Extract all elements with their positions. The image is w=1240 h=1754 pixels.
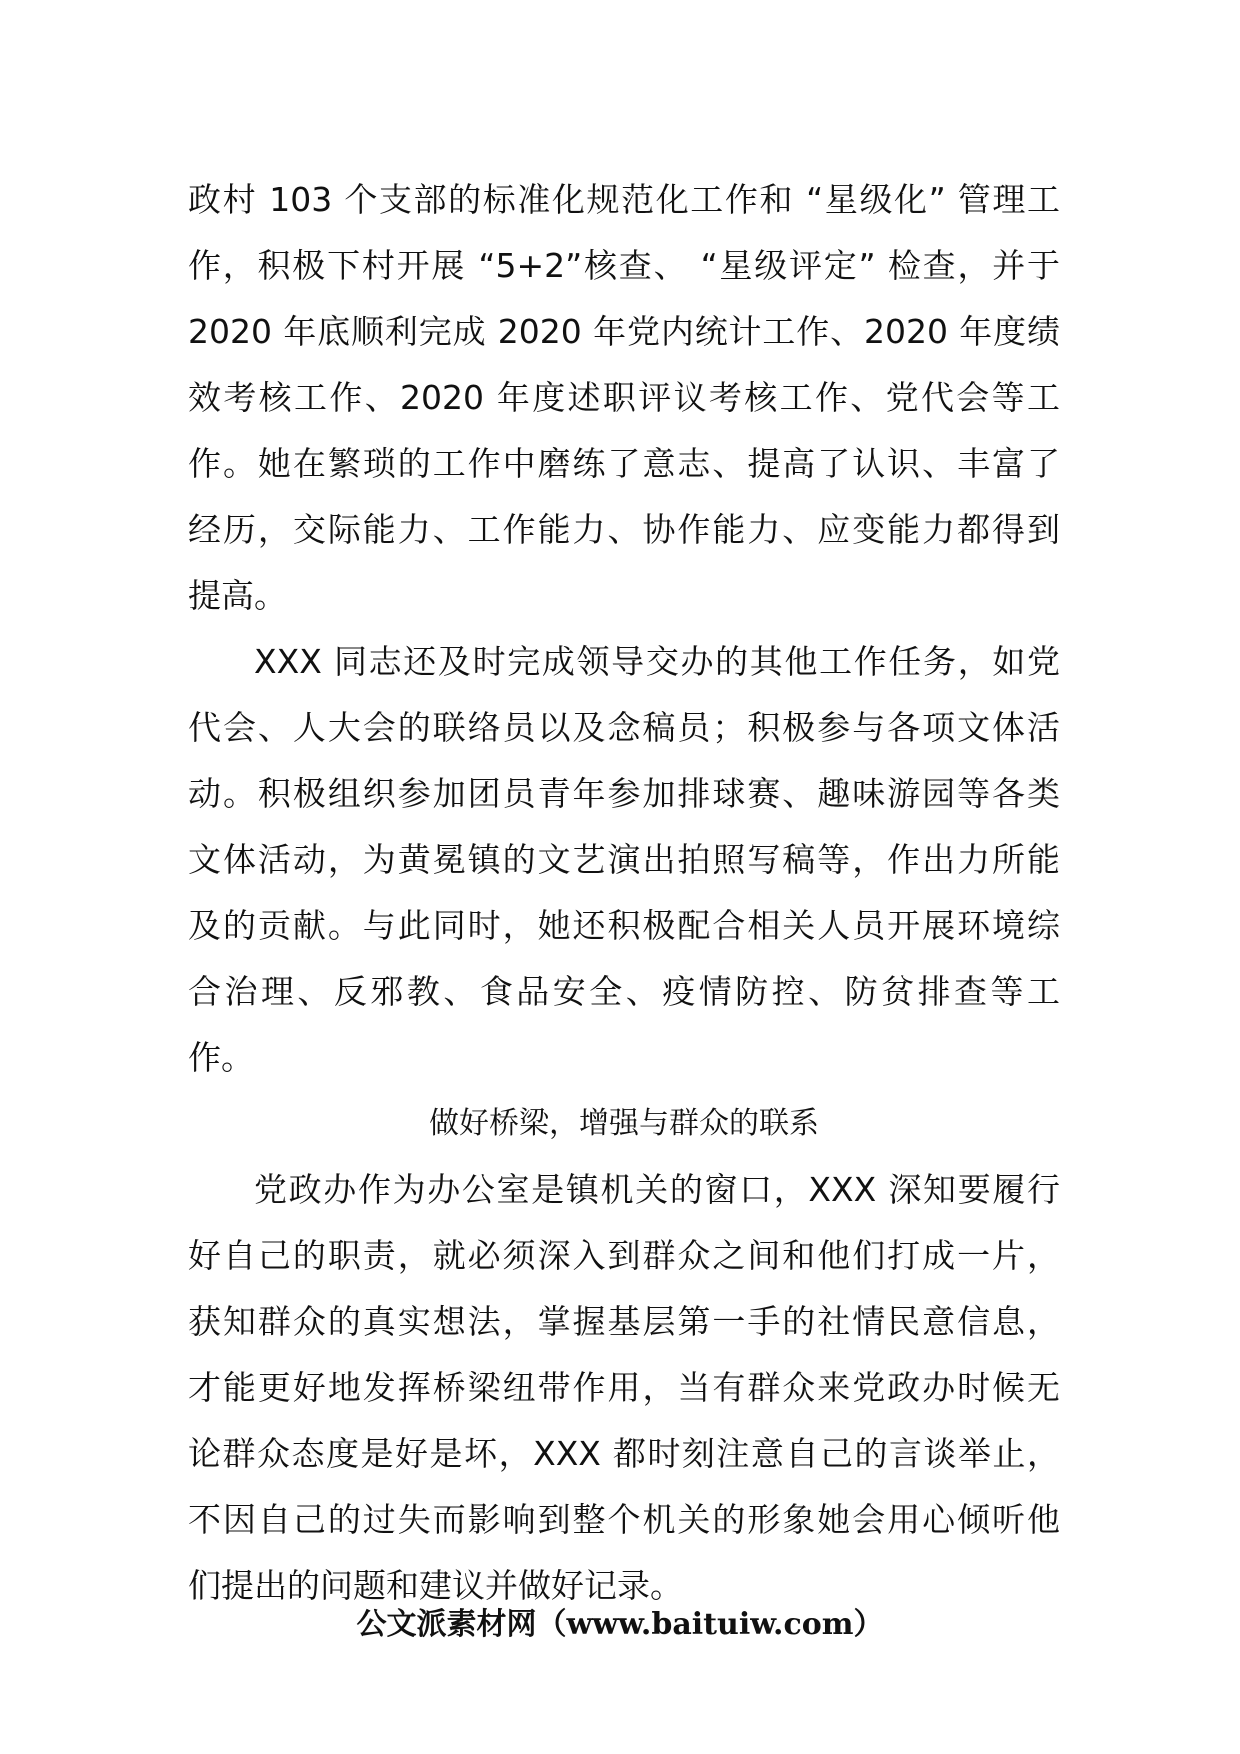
section-heading: 做好桥梁，增强与群众的联系 (429, 1106, 819, 1141)
paragraph-party-building-work (188, 167, 1060, 629)
text-line: 作，积极下村开展 “5+2”核查、 “星级评定” 检查，并于 (188, 246, 1060, 285)
text-line: 代会、人大会的联络员以及念稿员；积极参与各项文体活 (188, 708, 1060, 747)
text-line: XXX 同志还及时完成领导交办的其他工作任务，如党 (254, 642, 1060, 681)
text-line: 获知群众的真实想法，掌握基层第一手的社情民意信息， (188, 1302, 1060, 1341)
paragraph-bridge-role (188, 1157, 1060, 1619)
footer-source: 公文派素材网（www.baituiw.com） (356, 1607, 884, 1642)
text-line: 合治理、反邪教、食品安全、疫情防控、防贫排查等工 (188, 972, 1060, 1011)
text-line: 作。 (188, 1038, 254, 1077)
text-line: 政村 103 个支部的标准化规范化工作和 “星级化” 管理工 (188, 180, 1060, 219)
text-line: 效考核工作、2020 年度述职评议考核工作、党代会等工 (188, 378, 1060, 417)
text-line: 好自己的职责，就必须深入到群众之间和他们打成一片， (188, 1236, 1060, 1275)
text-line: 及的贡献。与此同时，她还积极配合相关人员开展环境综 (188, 906, 1060, 945)
text-line: 提高。 (188, 576, 287, 615)
text-line: 经历，交际能力、工作能力、协作能力、应变能力都得到 (188, 510, 1060, 549)
text-line: 文体活动，为黄冕镇的文艺演出拍照写稿等，作出力所能 (188, 840, 1060, 879)
document-body (188, 167, 1060, 1619)
text-line: 党政办作为办公室是镇机关的窗口，XXX 深知要履行 (254, 1170, 1060, 1209)
text-line: 动。积极组织参加团员青年参加排球赛、趣味游园等各类 (188, 774, 1060, 813)
text-line: 才能更好地发挥桥梁纽带作用，当有群众来党政办时候无 (188, 1368, 1060, 1407)
text-line: 2020 年底顺利完成 2020 年党内统计工作、2020 年度绩 (188, 312, 1060, 351)
text-line: 作。她在繁琐的工作中磨练了意志、提高了认识、丰富了 (188, 444, 1060, 483)
paragraph-other-tasks (188, 629, 1060, 1091)
text-line: 论群众态度是好是坏，XXX 都时刻注意自己的言谈举止， (188, 1434, 1060, 1473)
text-line: 不因自己的过失而影响到整个机关的形象她会用心倾听他 (188, 1500, 1060, 1539)
text-line: 们提出的问题和建议并做好记录。 (188, 1566, 683, 1605)
